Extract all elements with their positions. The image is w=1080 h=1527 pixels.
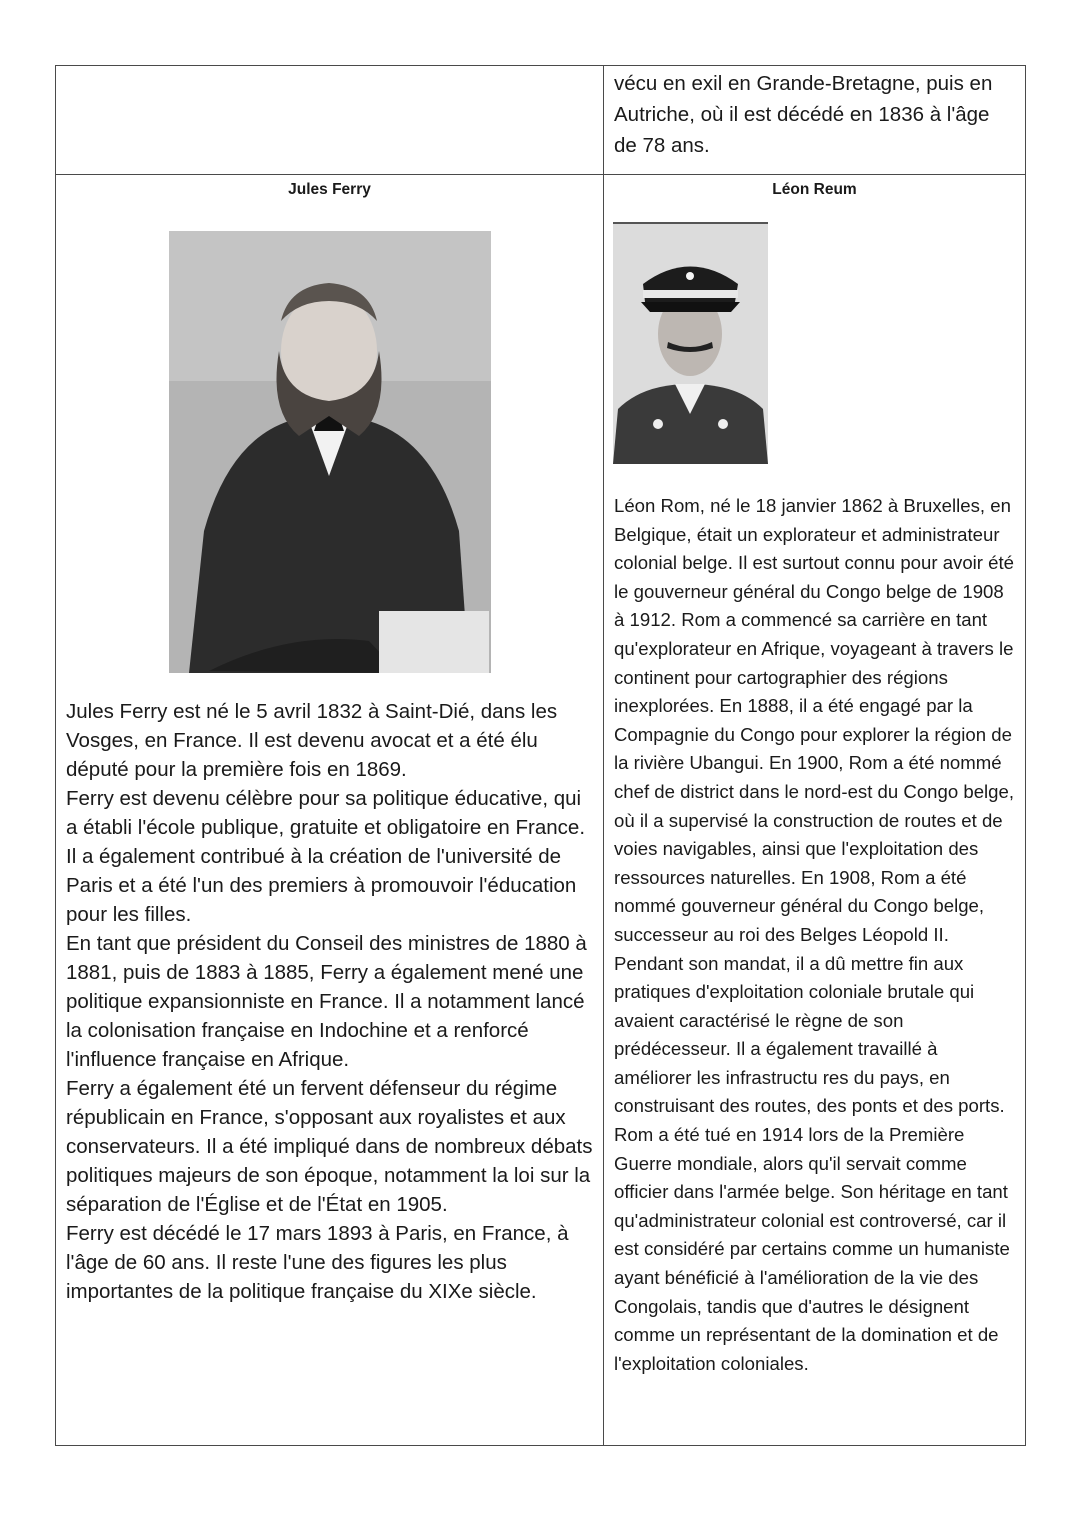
rom-paragraph: Léon Rom, né le 18 janvier 1862 à Bruxelles, en Belgique, était un explorateur et administrateur colonial belge. Il est surtout connu pour avoir été le gouverneur général du Congo belge de 1908 à 1912. Rom a commencé sa carrière en tant qu'explorateur en Afrique, voyageant à travers le continent pour cartographier des régions inexplorées. En 1888, il a été engagé par la Compagnie du Congo pour explorer la région de la rivière Ubangui. En 1900, Rom a été nommé chef de district dans le nord-est du Congo belge, où il a supervisé la construction de routes et de voies navigables, ainsi que l'exploitation des ressources naturelles. En 1908, Rom a été nommé gouverneur général du Congo belge, successeur au roi des Belges Léopold II. Pendant son mandat, il a dû mettre fin aux pratiques d'exploitation coloniale brutale qui avaient caractérisé le règne de son prédécesseur. Il a également travaillé à améliorer les infrastructu res du pays, en construisant des routes, des ponts et des ports. Rom a été tué en 1914 lors de la Première Guerre mondiale, alors qu'il servait comme officier dans l'armée belge. Son héritage en tant qu'administrateur colonial est controversé, car il est considéré par certains comme un humaniste ayant bénéficié à l'amélioration de la vie des Congolais, tandis que d'autres le désignent comme un représentant de la domination et de l'exploitation coloniales. — [614, 495, 1015, 1374]
table-row — [56, 175, 1026, 1446]
rom-name: Léon Reum — [772, 181, 857, 198]
empty-cell — [56, 66, 604, 175]
table-row — [56, 66, 1026, 175]
ferry-cell — [56, 175, 604, 1446]
continued-text-cell — [604, 66, 1026, 175]
ferry-paragraph: Ferry a également été un fervent défenseur du régime républicain en France, s'opposant aux royalistes et aux conservateurs. Il a été impliqué dans de nombreux débats politiques majeurs de son époque, notamment la loi sur la séparation de l'Église et de l'État en 1905. — [66, 1077, 593, 1216]
ferry-paragraph: Ferry est décédé le 17 mars 1893 à Paris, en France, à l'âge de 60 ans. Il reste l'une des figures les plus importantes de la politique française du XIXe siècle. — [66, 1222, 569, 1303]
ferry-paragraph: En tant que président du Conseil des ministres de 1880 à 1881, puis de 1883 à 1885, Ferry a également mené une politique expansionniste en France. Il a notamment lancé la colonisation française en Indochine et a renforcé l'influence française en Afrique. — [66, 932, 587, 1071]
ferry-paragraph: Jules Ferry est né le 5 avril 1832 à Saint-Dié, dans les Vosges, en France. Il est devenu avocat et a été élu député pour la première fois en 1869. — [66, 700, 558, 781]
ferry-biography — [56, 673, 603, 1306]
rom-cell — [604, 175, 1026, 1446]
ferry-paragraph: Ferry est devenu célèbre pour sa politique éducative, qui a établi l'école publique, gratuite et obligatoire en France. Il a également contribué à la création de l'université de Paris et a été l'un des premiers à promouvoir l'éducation pour les filles. — [66, 787, 586, 926]
rom-biography — [604, 464, 1025, 1378]
biography-table — [55, 65, 1026, 1446]
rom-portrait — [613, 222, 768, 464]
ferry-name: Jules Ferry — [288, 181, 371, 198]
continued-text: vécu en exil en Grande-Bretagne, puis en Autriche, où il est décédé en 1836 à l'âge de 78 ans. — [614, 72, 993, 157]
ferry-portrait — [169, 231, 491, 673]
